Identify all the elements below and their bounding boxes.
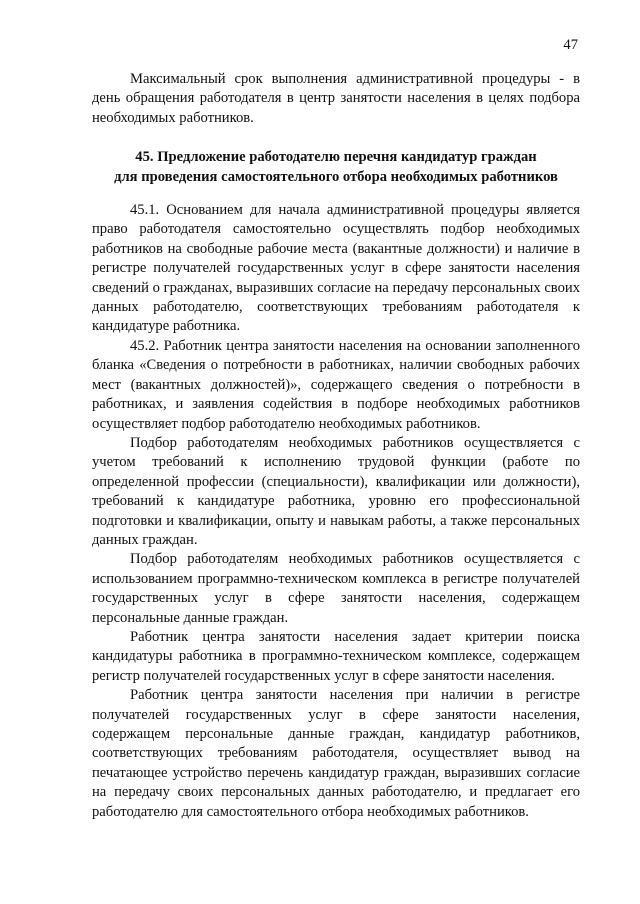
paragraph-selection-criteria: Подбор работодателям необходимых работников осуществляется с учетом требований к исполнению трудовой функции (работе по определенной профессии (специальности), квалификации или должности), требований к кандидатуре работника, уровню его профессиональной подготовки и квалификации, опыту и навыкам работы, а также персональных данных граждан. [92, 434, 580, 548]
intro-paragraph: Максимальный срок выполнения административной процедуры - в день обращения работодателя в центр занятости населения в целях подбора необходимых работников. [92, 71, 580, 126]
paragraph-search-criteria: Работник центра занятости населения задает критерии поиска кандидатуры работника в программно-техническом комплексе, содержащем регистр получателей государственных услуг в сфере занятости населения. [92, 628, 580, 684]
paragraph-45-1: 45.1. Основанием для начала административной процедуры является право работодателя самостоятельно осуществлять подбор необходимых работников на свободные рабочие места (вакантные должности) и наличие в регистре получателей государственных услуг в сфере занятости населения сведений о гражданах, выразивших согласие на передачу персональных своих данных работодателю, соответствующих требованиям работодателя к кандидатуре работника. [92, 202, 580, 335]
section-heading-line-1: 45. Предложение работодателю перечня кандидатур граждан [135, 149, 537, 166]
section-heading-line-2: для проведения самостоятельного отбора необходимых работников [114, 168, 558, 185]
page-number: 47 [563, 37, 578, 53]
section-heading [92, 148, 580, 187]
paragraph-candidate-list: Работник центра занятости населения при наличии в регистре получателей государственных услуг в сфере занятости населения, содержащем персональные данные граждан, кандидатур работников, соответствующих требованиям работодателя, осуществляет вывод на печатающее устройство перечень кандидатур граждан, выразивших согласие на передачу своих персональных данных работодателю, и предлагает его работодателю для самостоятельного отбора необходимых работников. [92, 687, 580, 820]
paragraph-software-complex: Подбор работодателям необходимых работников осуществляется с использованием программно-техническом комплекса в регистре получателей государственных услуг в сфере занятости населения, содержащем персональные данные граждан. [92, 551, 580, 626]
paragraph-45-2: 45.2. Работник центра занятости населения на основании заполненного бланка «Сведения о потребности в работниках, наличии свободных рабочих мест (вакантных должностей)», содержащего сведения о потребности в работниках, и заявления содействия в подборе необходимых работников осуществляет подбор работодателю необходимых работников. [92, 337, 580, 432]
page-content [92, 70, 580, 822]
